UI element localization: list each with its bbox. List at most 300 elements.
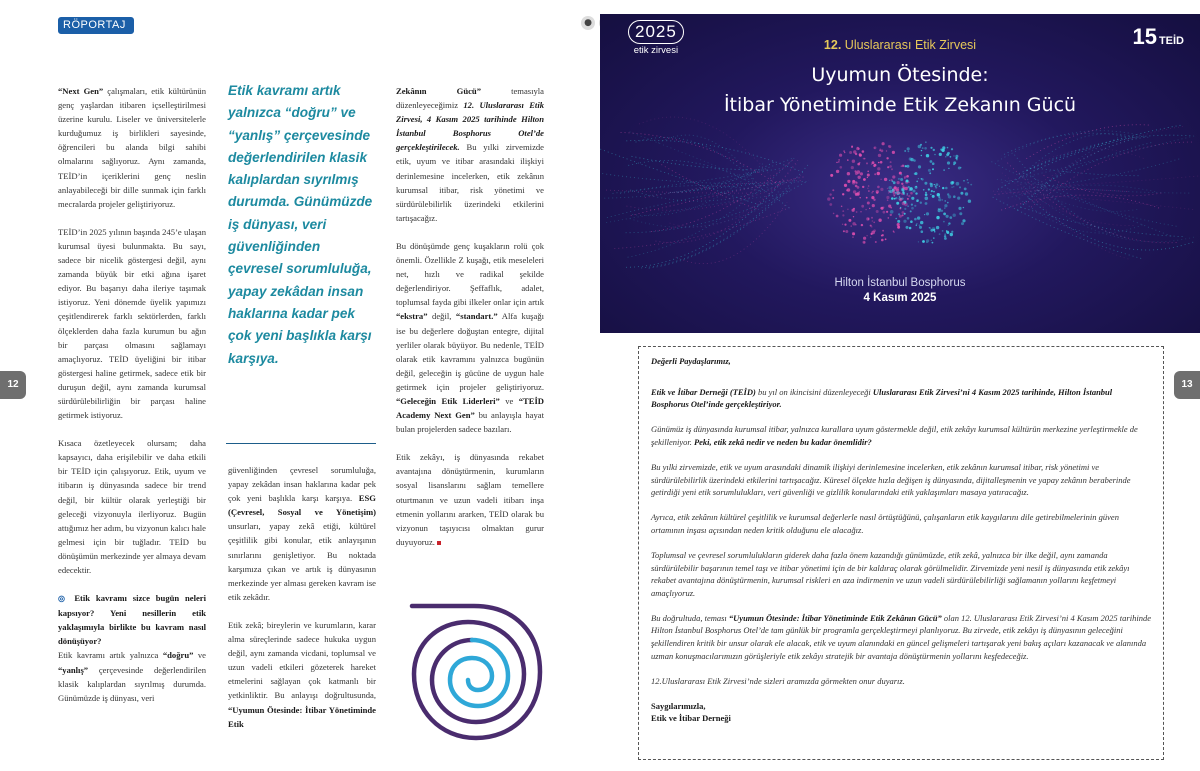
event-name [600, 38, 1200, 52]
neural-dot [909, 190, 910, 191]
neural-dot [908, 195, 910, 197]
neural-dot [880, 161, 883, 164]
letter-signature: Etik ve İtibar Derneği [651, 713, 731, 724]
neural-dot [930, 160, 933, 163]
neural-dot [888, 186, 892, 190]
neural-dot [921, 178, 923, 180]
neural-streak [645, 181, 803, 198]
neural-dot [846, 189, 848, 191]
neural-dot [956, 182, 960, 186]
neural-dot [948, 222, 950, 224]
neural-dot [891, 197, 894, 200]
neural-dot [930, 227, 931, 228]
letter-closing: Saygılarımızla, [651, 700, 706, 711]
neural-dot [924, 214, 925, 215]
neural-dot [873, 165, 874, 166]
neural-dot [832, 189, 834, 191]
dogru-term: “doğru” [162, 650, 194, 661]
neural-dot [941, 210, 943, 212]
neural-dot [888, 205, 891, 208]
neural-dot [862, 150, 865, 153]
neural-dot [836, 162, 837, 163]
neural-dot [907, 217, 910, 220]
neural-dot [957, 197, 960, 200]
letter-para-3: Bu yılki zirvemizde, etik ve uyum arasındaki dinamik ilişkiyi derinlemesine incelerken, etik zekânın kurumsal itibar, risk yönetimi ve sürdürülebilirlik üzerindeki etkilerini tartışacağız. Küresel ölçekte hızla değişen iş dünyasında, dijitalleşmenin ve yapay zekânın beraberinde getirdiği yeni etik sorumlulukları, veri güvenliği ve gizlilik konularındaki etik yaklaşımları masaya yatıracağız. [651, 461, 1131, 498]
neural-dot [870, 237, 871, 238]
neural-dot [867, 202, 870, 205]
neural-dot [915, 172, 918, 175]
neural-dot [867, 174, 870, 177]
neural-streak [630, 190, 792, 228]
neural-dot [950, 216, 953, 219]
neural-dot [887, 166, 889, 168]
col3-para-2e: Alfa kuşağı ise bu değerlere doğuştan entegre, dijital yerliler olarak büyüyor. Bu nedenle, TEİD olarak etik kavramını yalnızca bugünün değil, geleceğin iş gücüne de uygun hale getirmek için projeler geliştiriyoruz. [396, 311, 544, 392]
neural-dot [873, 222, 875, 224]
neural-streak [1007, 162, 1177, 243]
neural-dot [942, 230, 944, 232]
neural-dot [907, 193, 908, 194]
neural-dot [925, 192, 927, 194]
neural-dot [863, 241, 866, 244]
article-column-2 [228, 463, 376, 745]
neural-dot [883, 211, 886, 214]
neural-dot [961, 222, 964, 225]
neural-dot [856, 211, 858, 213]
neural-dot [906, 195, 908, 197]
neural-streak [1016, 137, 1144, 211]
neural-dot [960, 192, 963, 195]
neural-dot [867, 177, 868, 178]
neural-dot [970, 184, 972, 186]
neural-dot [932, 195, 935, 198]
neural-dot [964, 188, 967, 191]
neural-dot [872, 204, 875, 207]
neural-streak [1040, 143, 1152, 186]
neural-dot [868, 185, 870, 187]
neural-dot [953, 195, 956, 198]
neural-dot [898, 178, 900, 180]
neural-dot [937, 193, 940, 196]
neural-dot [925, 197, 929, 201]
neural-dot [849, 151, 852, 154]
neural-dot [888, 190, 890, 192]
neural-dot [842, 210, 844, 212]
neural-dot [906, 180, 909, 183]
neural-dot [882, 230, 884, 232]
neural-dot [859, 162, 861, 164]
neural-dot [944, 207, 945, 208]
neural-streak [1037, 149, 1143, 164]
neural-dot [880, 149, 881, 150]
neural-dot [882, 234, 884, 236]
neural-dot [926, 154, 929, 157]
neural-dot [934, 184, 935, 185]
end-mark [437, 541, 441, 545]
neural-dot [922, 147, 924, 149]
neural-dot [933, 229, 935, 231]
neural-dot [847, 180, 850, 183]
summit-logo-sub: etik zirvesi [633, 45, 679, 56]
neural-dot [827, 197, 830, 200]
neural-dot [876, 210, 879, 213]
neural-dot [906, 175, 909, 178]
neural-dot [948, 225, 949, 226]
neural-dot [944, 204, 947, 207]
neural-dot [887, 188, 888, 189]
col2-para-1b: unsurları, yapay zekâ etiği, kültürel çeşitlilik gibi konular, etik anlayışının sınırlarını genişletiyor. Bu noktada karşımıza çıkan ve artık iş dünyasının merkezinde yer alması gereken kavram ise etik zekâdır. [228, 521, 376, 602]
neural-dot [904, 176, 907, 179]
neural-dot [924, 182, 927, 185]
pull-quote: Etik kavramı artık yalnızca “doğru” ve “yanlış” çerçevesinde değerlendirilen klasik kalıplardan sıyrılmış durumda. Günümüzde iş dünyası, veri güvenliğinden çevresel sorumluluğa, yapay zekâdan insan haklarına kadar pek çok yeni başlıkla karşı karşıya. [228, 83, 373, 366]
neural-dot [897, 181, 900, 184]
neural-dot [921, 155, 922, 156]
neural-dot [953, 214, 956, 217]
neural-dot [908, 151, 910, 153]
col1-para-3: Kısaca özetleyecek olursam; daha kapsayıcı, daha erişilebilir ve daha etkili bir TEİD için çalışıyoruz. Etik, uyum ve itibarın iş dünyasında sadece bir trend değil, bir kültür olarak yerleştiği bir geleceği vizyonuyla ilerliyoruz. Bugün attığımız her adım, bu vizyonun kalıcı hale gelmesi için bir tuğladır. TEİD bu dönüşümün merkezinde yer almaya devam edecektir. [58, 438, 206, 575]
neural-dot [856, 147, 859, 150]
neural-dot [855, 193, 858, 196]
neural-dot [896, 192, 899, 195]
neural-dot [869, 208, 870, 209]
neural-streak [626, 175, 800, 210]
letter-para-7: 12.Uluslararası Etik Zirvesi’nde sizleri aramızda görmekten onur duyarız. [651, 675, 905, 686]
neural-dot [918, 145, 922, 149]
neural-dot [902, 165, 905, 168]
neural-dot [876, 190, 879, 193]
neural-dot [916, 181, 918, 183]
neural-dot [903, 220, 906, 223]
neural-dot [917, 216, 920, 219]
neural-dot [886, 157, 888, 159]
neural-dot [875, 241, 877, 243]
neural-dot [913, 159, 916, 162]
article-column-1 [58, 84, 206, 705]
neural-dot [940, 148, 942, 150]
neural-dot [877, 186, 880, 189]
neural-dot [842, 193, 844, 195]
neural-dot [930, 183, 932, 185]
neural-dot [871, 231, 875, 235]
neural-dot [893, 181, 896, 184]
neural-dot [888, 217, 890, 219]
banner-venue: Hilton İstanbul Bosphorus [834, 277, 966, 289]
neural-dot [932, 168, 934, 170]
neural-dot [855, 185, 858, 188]
neural-dot [861, 205, 864, 208]
neural-dot [871, 226, 872, 227]
neural-dot [930, 194, 931, 195]
neural-streak [995, 131, 1148, 163]
neural-dot [868, 190, 870, 192]
letter-para-5: Toplumsal ve çevresel sorumlulukların giderek daha fazla önem kazandığı günümüzde, etik zekâ, yalnızca bir ilke değil, aynı zamanda sürdürülebilir başarının temel taşı ve itibar yönetimi için de bir kaldıraç olarak görülmelidir. Zirvemizde yeni nesil iş dünyasında etik zekâyı rekabet avantajına dönüştürmenin, kurumsal riskleri en aza indirmenin ve uzun vadeli sürdürülebilirliği sağlamanın yollarını keşfetmeyi amaçlıyoruz. [651, 549, 1130, 598]
neural-dot [931, 240, 932, 241]
neural-dot [911, 207, 914, 210]
neural-streak [1004, 136, 1194, 182]
neural-dot [932, 162, 935, 165]
neural-dot [844, 152, 845, 153]
neural-streak [991, 161, 1177, 226]
neural-dot [935, 185, 937, 187]
neural-dot [910, 220, 913, 223]
neural-dot [909, 227, 912, 230]
neural-dot [878, 162, 880, 164]
neural-dot [932, 242, 934, 244]
neural-dot [890, 161, 892, 163]
neural-dot [866, 235, 867, 236]
neural-streak [628, 157, 796, 257]
neural-dot [902, 211, 905, 214]
neural-dot [886, 150, 887, 151]
next-gen-label: “Next Gen” [58, 86, 104, 96]
invitation-letter [638, 346, 1164, 760]
letter-para-6a: Bu doğrultuda, teması [651, 612, 729, 623]
neural-dot [895, 218, 897, 220]
summit-theme-part1: “Uyumun Ötesinde: İtibar Yönetiminde Etik [228, 704, 376, 729]
neural-dot [931, 190, 933, 192]
neural-dot [855, 172, 858, 175]
summit-banner [600, 14, 1200, 333]
project-name-1: “Geleceğin Etik Liderleri” [396, 395, 500, 406]
neural-dot [866, 197, 868, 199]
user-icon: ● [581, 16, 595, 30]
col3-para-2a: Bu dönüşümde genç kuşakların rolü çok önemli. Özellikle Z kuşağı, etik meseleleri net, hızlı ve radikal şekilde değerlendiriyor. Şeffaflık, adalet, toplumsal fayda gibi ilkeler onlar için artık [396, 240, 544, 308]
yanlis-term: “yanlış” [58, 664, 89, 675]
neural-dot [888, 145, 889, 146]
neural-dot [829, 203, 832, 206]
neural-dot [892, 191, 895, 194]
neural-dot [892, 189, 894, 191]
neural-dot [871, 164, 872, 165]
neural-dot [950, 233, 953, 236]
neural-dot [921, 150, 922, 151]
neural-dot [938, 209, 941, 212]
neural-dot [890, 214, 892, 216]
neural-dot [862, 186, 864, 188]
neural-dot [900, 178, 903, 181]
neural-dot [902, 191, 904, 193]
neural-dot [943, 213, 946, 216]
neural-streak [1030, 142, 1192, 208]
neural-dot [865, 209, 866, 210]
neural-streak [631, 156, 768, 170]
neural-dot [880, 179, 881, 180]
summit-logo-year: 2025 [628, 20, 684, 44]
spiral-graphic [404, 600, 546, 742]
neural-streak [620, 186, 763, 194]
neural-dot [838, 159, 840, 161]
neural-dot [899, 199, 902, 202]
neural-dot [871, 217, 873, 219]
neural-dot [939, 153, 942, 156]
neural-dot [836, 215, 839, 218]
neural-dot [968, 182, 969, 183]
neural-dot [919, 226, 922, 229]
neural-dot [860, 211, 861, 212]
neural-dot [844, 224, 846, 226]
neural-streak [1001, 133, 1125, 156]
neural-streak [658, 135, 759, 186]
neural-streak [1002, 173, 1133, 226]
neural-dot [889, 190, 892, 193]
neural-streak [1025, 135, 1190, 171]
col3-para-1b: Bu yılki zirvemizde etik, uyum ve itibar arasındaki ilişkiyi derinlemesine incelerken, etik zekânın kurumsal itibar, risk yönetimi ve sürdürülebilirlik üzerindeki etkilerini tartışacağız. [396, 142, 544, 223]
neural-dot [861, 224, 863, 226]
banner-title-line1: Uyumun Ötesinde: [811, 64, 989, 86]
letter-para-4: Ayrıca, etik zekânın kültürel çeşitlilik ve kurumsal değerlerle nasıl örtüştüğünü, çalışanların etik kaygılarını dile getirebilmelerinin güven ortamının inşası açısından neden kritik olduğunu ele alacağız. [651, 512, 1119, 535]
neural-dot [847, 159, 849, 161]
neural-dot [853, 216, 854, 217]
neural-dot [958, 207, 961, 210]
neural-dot [852, 232, 855, 235]
neural-dot [843, 150, 845, 152]
letter-question: Peki, etik zekâ nedir ve neden bu kadar önemlidir? [693, 436, 872, 447]
neural-dot [942, 187, 944, 189]
neural-dot [886, 211, 888, 213]
letter-para-2a: Günümüz iş dünyasında kurumsal itibar, yalnızca kurallara uyum göstermekle değil, etik zekâyı kurumsal kültürün merkezine yerleştirmekle de şekilleniyor. [651, 424, 1138, 447]
neural-dot [859, 191, 861, 193]
neural-dot [916, 200, 918, 202]
neural-streak [1019, 134, 1133, 179]
neural-dot [938, 198, 941, 201]
neural-dot [863, 178, 866, 181]
neural-dot [939, 186, 940, 187]
neural-dot [889, 165, 892, 168]
neural-dot [899, 172, 902, 175]
neural-dot [956, 159, 958, 161]
neural-dot [851, 166, 854, 169]
neural-dot [877, 172, 880, 175]
col3-para-2i: bu anlayışla hayat bulan projelerden sadece bazıları. [396, 410, 544, 435]
neural-dot [880, 188, 883, 191]
neural-dot [933, 149, 935, 151]
neural-dot [922, 240, 925, 243]
page-number-left: 12 [0, 371, 26, 399]
neural-dot [898, 226, 900, 228]
neural-dot [901, 183, 903, 185]
neural-dot [874, 173, 876, 175]
neural-dot [963, 207, 964, 208]
neural-streak [1025, 125, 1149, 160]
col3-para-2g: ve [499, 395, 519, 406]
neural-dot [918, 241, 919, 242]
neural-dot [839, 154, 842, 157]
neural-dot [867, 188, 868, 189]
neural-dot [910, 210, 912, 212]
neural-dot [842, 214, 844, 216]
col1-para-2: TEİD’in 2025 yılının başında 245’e ulaşan kurumsal üyesi bulunmakta. Bu sayı, sadece bir nicelik göstergesi değil, aynı zamanda büyük bir etki ağına işaret ediyor. Bu başarıyı daha ileriye taşımak istiyoruz. Yeni dönemde üyelik yapımızı çeşitlendirerek farklı sektörlerden, farklı ölçeklerden daha fazla kurumun bu ağın bir parçası olmasını sağlamayı amaçlıyoruz. TEİD üyeliğini bir itibar göstergesi haline getirmek, sadece etik bir duruşun değil, aynı zamanda kurumsal sürdürülebilirliğin bir parçası haline getirmek istiyoruz. [58, 226, 206, 421]
neural-dot [926, 212, 929, 215]
neural-dot [908, 186, 910, 188]
neural-streak [670, 164, 797, 227]
neural-dot [895, 197, 897, 199]
neural-dot [920, 202, 922, 204]
ekstra-term: “ekstra” [396, 311, 428, 322]
banner-date: 4 Kasım 2025 [863, 292, 937, 304]
neural-streak [1017, 125, 1180, 174]
neural-dot [947, 161, 950, 164]
neural-dot [887, 199, 889, 201]
neural-dot [892, 151, 895, 154]
neural-dot [870, 225, 872, 227]
neural-dot [902, 214, 904, 216]
neural-dot [897, 220, 900, 223]
neural-dot [939, 233, 941, 235]
neural-dot [925, 202, 928, 205]
neural-dot [943, 169, 944, 170]
neural-dot [915, 192, 917, 194]
neural-dot [898, 213, 900, 215]
neural-dot [889, 180, 890, 181]
pull-quote-divider [226, 443, 376, 444]
neural-streak [606, 194, 780, 222]
col1-para-4e: çerçevesinde değerlendirilen klasik kalıplardan sıyrılmış durumda. Günümüzde iş dünyası, veri [58, 664, 206, 703]
neural-dot [936, 226, 939, 229]
neural-dot [881, 149, 884, 152]
neural-streak [1014, 177, 1128, 259]
neural-dot [905, 165, 907, 167]
neural-streak [1001, 195, 1159, 210]
neural-dot [925, 142, 926, 143]
neural-dot [896, 202, 899, 205]
neural-dot [894, 195, 896, 197]
neural-streak [639, 117, 783, 191]
letter-event-info: Uluslararası Etik Zirvesi’ni 4 Kasım 2025 tarihinde, Hilton İstanbul Bosphorus Otel’inde gerçekleştiriyor. [651, 386, 1113, 410]
neural-dot [963, 180, 965, 182]
neural-dot [967, 179, 969, 181]
event-title: Uluslararası Etik Zirvesi [841, 38, 977, 52]
neural-dot [906, 226, 909, 229]
neural-dot [832, 197, 834, 199]
neural-dot [920, 221, 923, 224]
neural-dot [911, 197, 914, 200]
neural-dot [936, 216, 939, 219]
neural-dot [842, 224, 843, 225]
neural-dot [916, 223, 918, 225]
neural-dot [901, 188, 904, 191]
neural-dot [897, 223, 900, 226]
neural-dot [914, 205, 916, 207]
interview-question: ◎ Etik kavramı sizce bugün neleri kapsıyor? Yeni nesillerin etik yaklaşımıyla birlikte bu kavram nasıl dönüşüyor? [58, 593, 206, 646]
letter-salutation: Değerli Paydaşlarımız, [651, 356, 731, 366]
neural-dot [844, 184, 847, 187]
neural-dot [888, 192, 889, 193]
neural-dot [885, 238, 887, 240]
neural-streak [1025, 183, 1137, 211]
neural-dot [896, 187, 899, 190]
neural-dot [833, 213, 835, 215]
neural-dot [925, 193, 928, 196]
neural-dot [852, 222, 855, 225]
neural-dot [946, 215, 949, 218]
neural-dot [943, 221, 945, 223]
neural-dot [851, 146, 853, 148]
neural-dot [968, 200, 971, 203]
neural-dot [864, 158, 866, 160]
teid-anniversary: 15 [1132, 24, 1157, 49]
neural-dot [836, 170, 839, 173]
neural-dot [891, 168, 893, 170]
neural-dot [902, 202, 906, 206]
neural-dot [951, 231, 953, 233]
neural-dot [904, 208, 906, 210]
neural-dot [867, 171, 869, 173]
neural-dot [904, 150, 906, 152]
esg-term: ESG (Çevresel, Sosyal ve Yönetişim) [228, 493, 376, 518]
neural-dot [891, 179, 893, 181]
neural-dot [859, 154, 862, 157]
page-number-right: 13 [1174, 371, 1200, 399]
standart-term: “standart.” [455, 311, 498, 322]
